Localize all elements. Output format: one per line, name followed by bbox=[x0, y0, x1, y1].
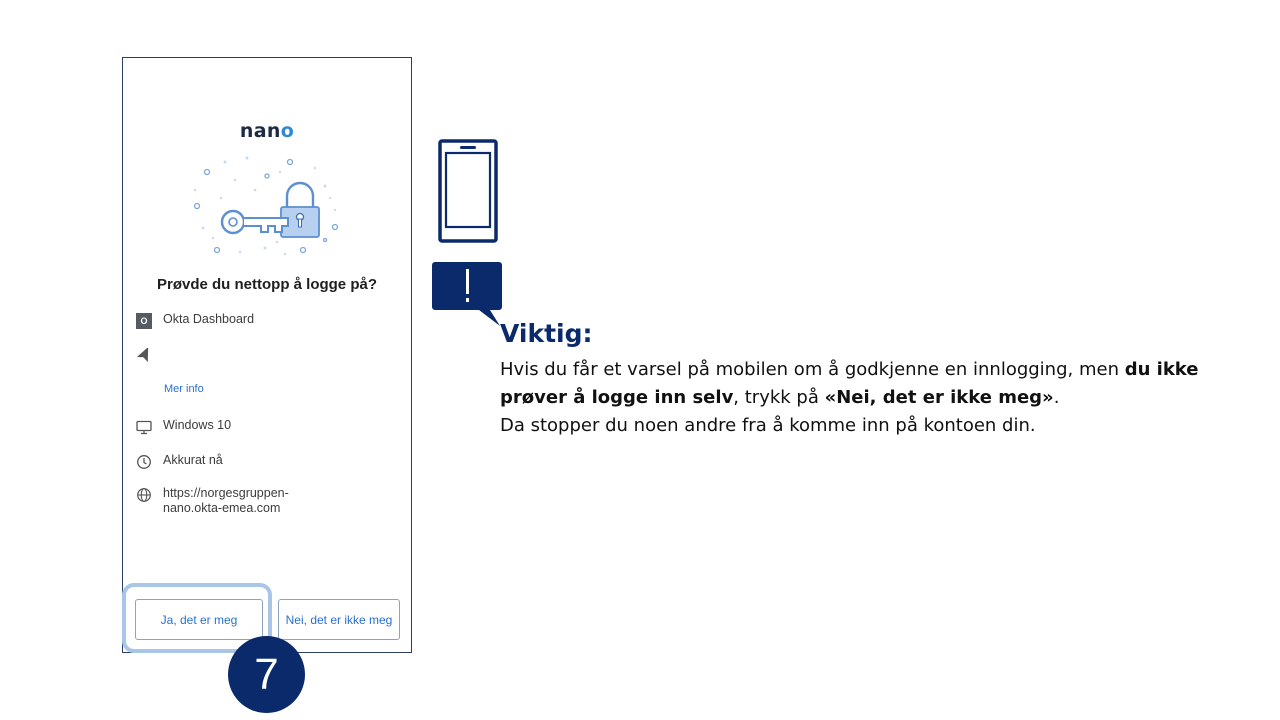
time-text: Akkurat nå bbox=[163, 453, 223, 467]
yes-its-me-button[interactable]: Ja, det er meg bbox=[135, 599, 263, 640]
login-prompt-title: Prøvde du nettopp å logge på? bbox=[156, 276, 377, 293]
notice-second-line: Da stopper du noen andre fra å komme inn på kontoen din. bbox=[500, 415, 1036, 436]
notice-text: Hvis du får et varsel på mobilen om å godkjenne en innlogging, men du ikke prøver å logge inn selv, trykk på «Nei, det er ikke meg». Da stopper du noen andre fra å komme inn på kontoen din. bbox=[500, 359, 1199, 436]
exclamation-bubble-icon bbox=[432, 262, 504, 328]
no-not-me-button[interactable]: Nei, det er ikke meg bbox=[278, 599, 400, 640]
os-name: Windows 10 bbox=[163, 418, 232, 432]
notice-heading: Viktig: bbox=[500, 319, 593, 348]
nano-logo: nano bbox=[239, 120, 295, 142]
okta-app-icon: O bbox=[136, 313, 152, 329]
step-number-badge: 7 bbox=[228, 636, 305, 713]
phone-screenshot bbox=[122, 57, 412, 653]
url-row bbox=[135, 486, 323, 516]
monitor-icon bbox=[135, 418, 153, 436]
location-row bbox=[135, 347, 153, 365]
os-row bbox=[135, 418, 231, 436]
smartphone-icon bbox=[438, 139, 500, 244]
url-text: https://norgesgruppen-nano.okta-emea.com bbox=[163, 486, 289, 515]
clock-icon bbox=[135, 453, 153, 471]
more-info-link[interactable]: Mer info bbox=[164, 383, 204, 395]
globe-icon bbox=[135, 486, 153, 504]
app-name: Okta Dashboard bbox=[163, 312, 255, 326]
app-row bbox=[135, 312, 254, 330]
time-row bbox=[135, 453, 223, 471]
key-lock-illustration bbox=[185, 150, 345, 260]
location-arrow-icon bbox=[135, 347, 153, 365]
